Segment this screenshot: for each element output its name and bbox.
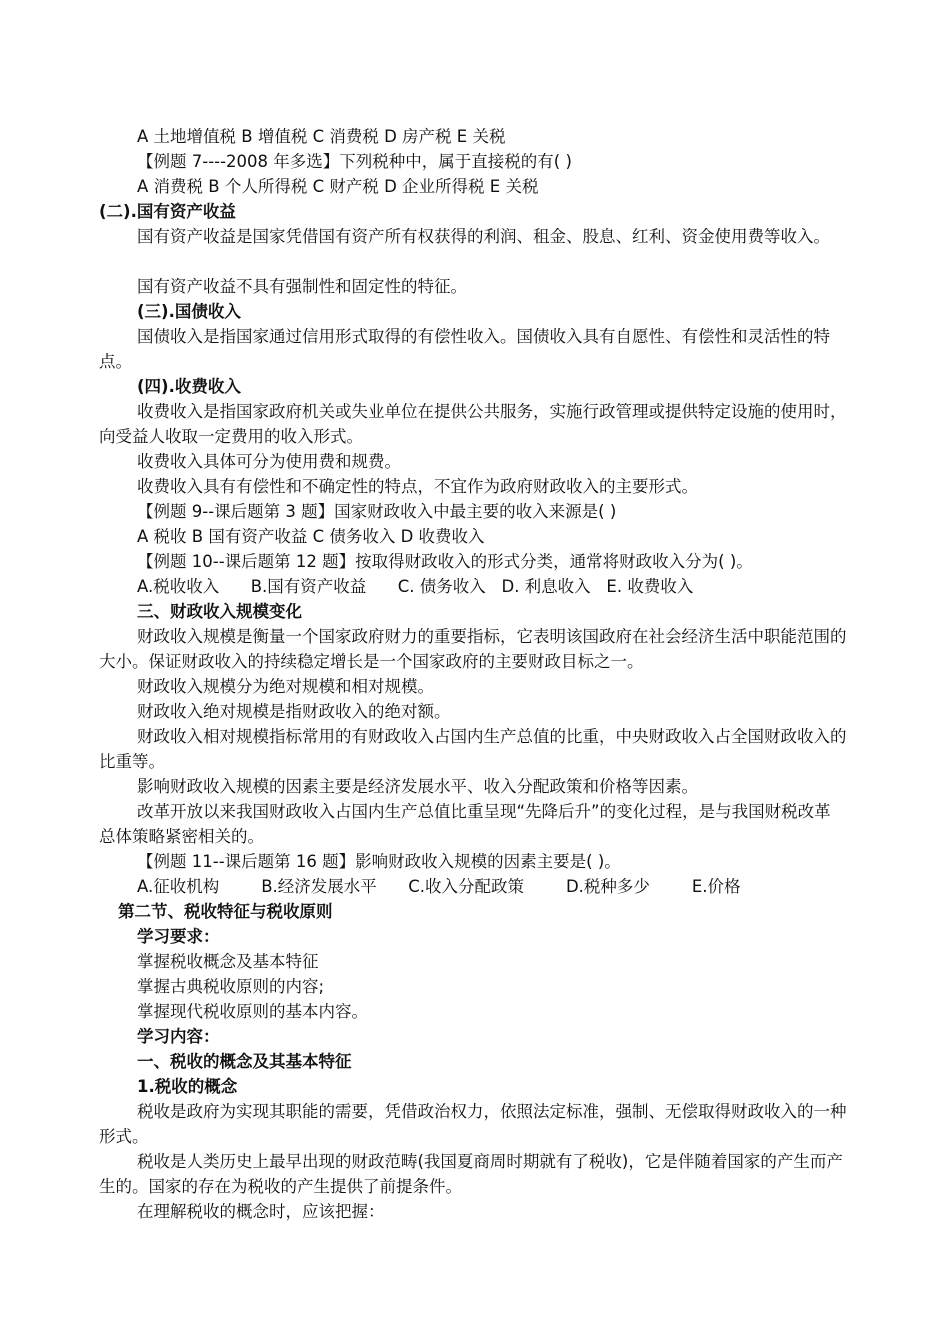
subheading: 学习内容： [137,1027,220,1046]
paragraph: 收费收入具体可分为使用费和规费。 [137,452,401,471]
section-heading: (三).国债收入 [137,302,241,321]
paragraph: 税收是政府为实现其职能的需要，凭借政治权力，依照法定标准，强制、无偿取得财政收入的一种形式。 [99,1102,847,1146]
paragraph: 改革开放以来我国财政收入占国内生产总值比重呈现“先降后升”的变化过程，是与我国财税改革总体策略紧密相关的。 [99,802,831,846]
paragraph: 国有资产收益不具有强制性和固定性的特征。 [137,277,467,296]
example-question: 【例题 10--课后题第 12 题】按取得财政收入的形式分类，通常将财政收入分为( )。 [137,552,753,571]
question-options: A 消费税 B 个人所得税 C 财产税 D 企业所得税 E 关税 [137,177,539,196]
section-heading: 一、税收的概念及其基本特征 [137,1052,352,1071]
example-question: 【例题 11--课后题第 16 题】影响财政收入规模的因素主要是( )。 [137,852,621,871]
section-heading: 三、财政收入规模变化 [137,602,302,621]
paragraph: 在理解税收的概念时，应该把握： [137,1202,385,1221]
list-item: 掌握税收概念及基本特征 [137,952,319,971]
paragraph: 收费收入具有有偿性和不确定性的特点，不宜作为政府财政收入的主要形式。 [137,477,698,496]
question-options: A.税收收入 B.国有资产收益 C. 债务收入 D. 利息收入 E. 收费收入 [137,577,694,596]
example-question: 【例题 7----2008 年多选】下列税种中，属于直接税的有( ) [137,152,572,171]
paragraph: 税收是人类历史上最早出现的财政范畴(我国夏商周时期就有了税收)，它是伴随着国家的产生而产生的。国家的存在为税收的产生提供了前提条件。 [99,1152,843,1196]
paragraph: 影响财政收入规模的因素主要是经济发展水平、收入分配政策和价格等因素。 [137,777,698,796]
question-options: A.征收机构 B.经济发展水平 C.收入分配政策 D.税种多少 E.价格 [137,877,741,896]
section-heading: 1.税收的概念 [137,1077,238,1096]
paragraph: 财政收入相对规模指标常用的有财政收入占国内生产总值的比重，中央财政收入占全国财政收入的比重等。 [99,727,847,771]
example-question: 【例题 9--课后题第 3 题】国家财政收入中最主要的收入来源是( ) [137,502,617,521]
subheading: 学习要求： [137,927,220,946]
question-options: A 税收 B 国有资产收益 C 债务收入 D 收费收入 [137,527,485,546]
paragraph: 财政收入规模分为绝对规模和相对规模。 [137,677,434,696]
paragraph: 国有资产收益是国家凭借国有资产所有权获得的利润、租金、股息、红利、资金使用费等收入。 [137,227,830,246]
paragraph: 国债收入是指国家通过信用形式取得的有偿性收入。国债收入具有自愿性、有偿性和灵活性的特点。 [99,327,830,371]
section-heading: (二).国有资产收益 [99,202,236,221]
question-options: A 土地增值税 B 增值税 C 消费税 D 房产税 E 关税 [137,127,506,146]
list-item: 掌握现代税收原则的基本内容。 [137,1002,368,1021]
chapter-heading: 第二节、税收特征与税收原则 [118,902,333,921]
paragraph: 财政收入规模是衡量一个国家政府财力的重要指标，它表明该国政府在社会经济生活中职能范围的大小。保证财政收入的持续稳定增长是一个国家政府的主要财政目标之一。 [99,627,847,671]
list-item: 掌握古典税收原则的内容; [137,977,325,996]
paragraph: 收费收入是指国家政府机关或失业单位在提供公共服务，实施行政管理或提供特定设施的使用时，向受益人收取一定费用的收入形式。 [99,402,847,446]
paragraph: 财政收入绝对规模是指财政收入的绝对额。 [137,702,451,721]
section-heading: (四).收费收入 [137,377,241,396]
